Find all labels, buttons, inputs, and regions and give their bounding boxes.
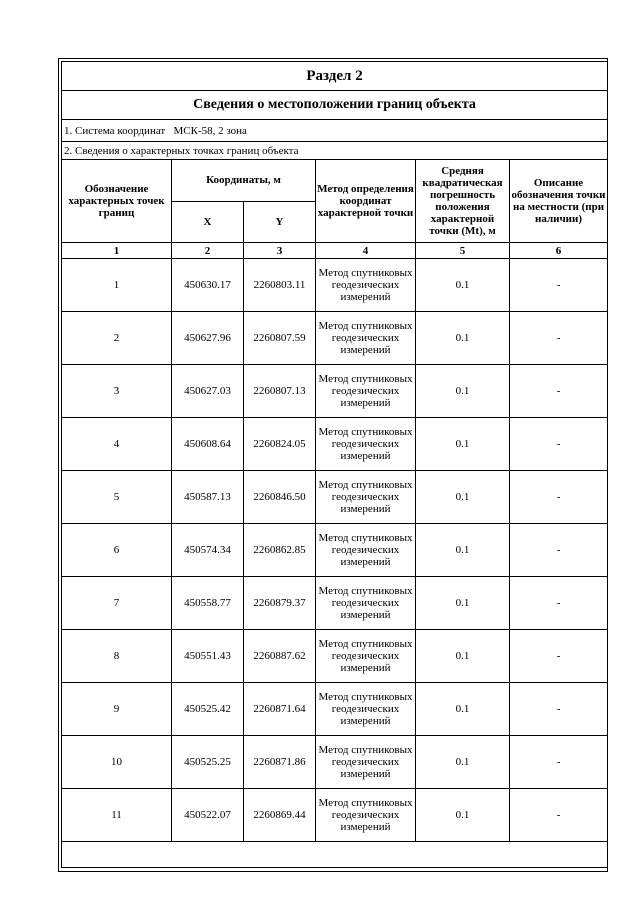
coord-x: 450525.42 xyxy=(172,683,244,736)
header-method: Метод определения координат характерной точки xyxy=(316,160,416,243)
coord-x: 450558.77 xyxy=(172,577,244,630)
error-value: 0.1 xyxy=(416,312,510,365)
coord-y: 2260824.05 xyxy=(244,418,316,471)
table-row xyxy=(62,312,608,365)
description-value: - xyxy=(510,789,608,842)
error-value: 0.1 xyxy=(416,789,510,842)
table-row xyxy=(62,789,608,842)
table-row xyxy=(62,683,608,736)
coord-x: 450630.17 xyxy=(172,259,244,312)
coord-x: 450522.07 xyxy=(172,789,244,842)
table-row xyxy=(62,259,608,312)
header-x: X xyxy=(172,201,244,243)
error-value: 0.1 xyxy=(416,524,510,577)
table-row xyxy=(62,471,608,524)
point-id: 8 xyxy=(62,630,172,683)
coord-system-label: 1. Система координат xyxy=(64,124,166,137)
error-value: 0.1 xyxy=(416,736,510,789)
coord-x: 450627.03 xyxy=(172,365,244,418)
error-value: 0.1 xyxy=(416,630,510,683)
description-value: - xyxy=(510,577,608,630)
points-heading: 2. Сведения о характерных точках границ объекта xyxy=(62,142,608,160)
coord-y: 2260871.86 xyxy=(244,736,316,789)
error-value: 0.1 xyxy=(416,577,510,630)
error-value: 0.1 xyxy=(416,259,510,312)
coord-x: 450627.96 xyxy=(172,312,244,365)
coord-y: 2260887.62 xyxy=(244,630,316,683)
column-number: 6 xyxy=(510,243,608,259)
coord-system-value: МСК-58, 2 зона xyxy=(173,124,247,137)
boundary-points-table xyxy=(61,61,608,868)
description-value: - xyxy=(510,524,608,577)
method-cell: Метод спутниковых геодезических измерений xyxy=(316,418,416,471)
coord-y: 2260807.59 xyxy=(244,312,316,365)
description-value: - xyxy=(510,630,608,683)
method-cell: Метод спутниковых геодезических измерений xyxy=(316,471,416,524)
method-cell: Метод спутниковых геодезических измерений xyxy=(316,259,416,312)
column-number-row xyxy=(62,243,608,259)
method-cell: Метод спутниковых геодезических измерений xyxy=(316,577,416,630)
table-row xyxy=(62,418,608,471)
table-row xyxy=(62,736,608,789)
description-value: - xyxy=(510,683,608,736)
coord-y: 2260803.11 xyxy=(244,259,316,312)
empty-footer-row xyxy=(62,842,608,868)
coord-y: 2260879.37 xyxy=(244,577,316,630)
column-number: 3 xyxy=(244,243,316,259)
coord-y: 2260807.13 xyxy=(244,365,316,418)
description-value: - xyxy=(510,471,608,524)
header-designation: Обозначение характерных точек границ xyxy=(62,160,172,243)
coord-x: 450608.64 xyxy=(172,418,244,471)
point-id: 5 xyxy=(62,471,172,524)
point-id: 9 xyxy=(62,683,172,736)
header-error: Средняя квадратическая погрешность положения характерной точки (Mt), м xyxy=(416,160,510,243)
document-inner xyxy=(61,61,605,869)
error-value: 0.1 xyxy=(416,365,510,418)
description-value: - xyxy=(510,312,608,365)
header-description: Описание обозначения точки на местности (при наличии) xyxy=(510,160,608,243)
error-value: 0.1 xyxy=(416,683,510,736)
method-cell: Метод спутниковых геодезических измерений xyxy=(316,365,416,418)
method-cell: Метод спутниковых геодезических измерений xyxy=(316,789,416,842)
method-cell: Метод спутниковых геодезических измерений xyxy=(316,630,416,683)
coord-y: 2260846.50 xyxy=(244,471,316,524)
header-y: Y xyxy=(244,201,316,243)
coord-system-line xyxy=(62,120,608,142)
table-row xyxy=(62,365,608,418)
method-cell: Метод спутниковых геодезических измерений xyxy=(316,524,416,577)
table-row xyxy=(62,577,608,630)
section-title: Раздел 2 xyxy=(62,62,608,91)
coord-y: 2260871.64 xyxy=(244,683,316,736)
description-value: - xyxy=(510,365,608,418)
column-number: 5 xyxy=(416,243,510,259)
table-row xyxy=(62,630,608,683)
empty-footer-cell xyxy=(62,842,608,868)
column-number: 2 xyxy=(172,243,244,259)
method-cell: Метод спутниковых геодезических измерений xyxy=(316,312,416,365)
description-value: - xyxy=(510,418,608,471)
column-number: 4 xyxy=(316,243,416,259)
description-value: - xyxy=(510,736,608,789)
coord-x: 450574.34 xyxy=(172,524,244,577)
point-id: 3 xyxy=(62,365,172,418)
coord-y: 2260869.44 xyxy=(244,789,316,842)
coord-x: 450551.43 xyxy=(172,630,244,683)
point-id: 2 xyxy=(62,312,172,365)
document-title: Сведения о местоположении границ объекта xyxy=(62,91,608,120)
point-id: 7 xyxy=(62,577,172,630)
coord-x: 450587.13 xyxy=(172,471,244,524)
point-id: 11 xyxy=(62,789,172,842)
error-value: 0.1 xyxy=(416,471,510,524)
document-frame xyxy=(58,58,608,872)
method-cell: Метод спутниковых геодезических измерений xyxy=(316,736,416,789)
point-id: 1 xyxy=(62,259,172,312)
coord-y: 2260862.85 xyxy=(244,524,316,577)
description-value: - xyxy=(510,259,608,312)
column-number: 1 xyxy=(62,243,172,259)
table-row xyxy=(62,524,608,577)
method-cell: Метод спутниковых геодезических измерений xyxy=(316,683,416,736)
coord-x: 450525.25 xyxy=(172,736,244,789)
error-value: 0.1 xyxy=(416,418,510,471)
point-id: 10 xyxy=(62,736,172,789)
point-id: 4 xyxy=(62,418,172,471)
point-id: 6 xyxy=(62,524,172,577)
header-coordinates: Координаты, м xyxy=(172,160,316,202)
